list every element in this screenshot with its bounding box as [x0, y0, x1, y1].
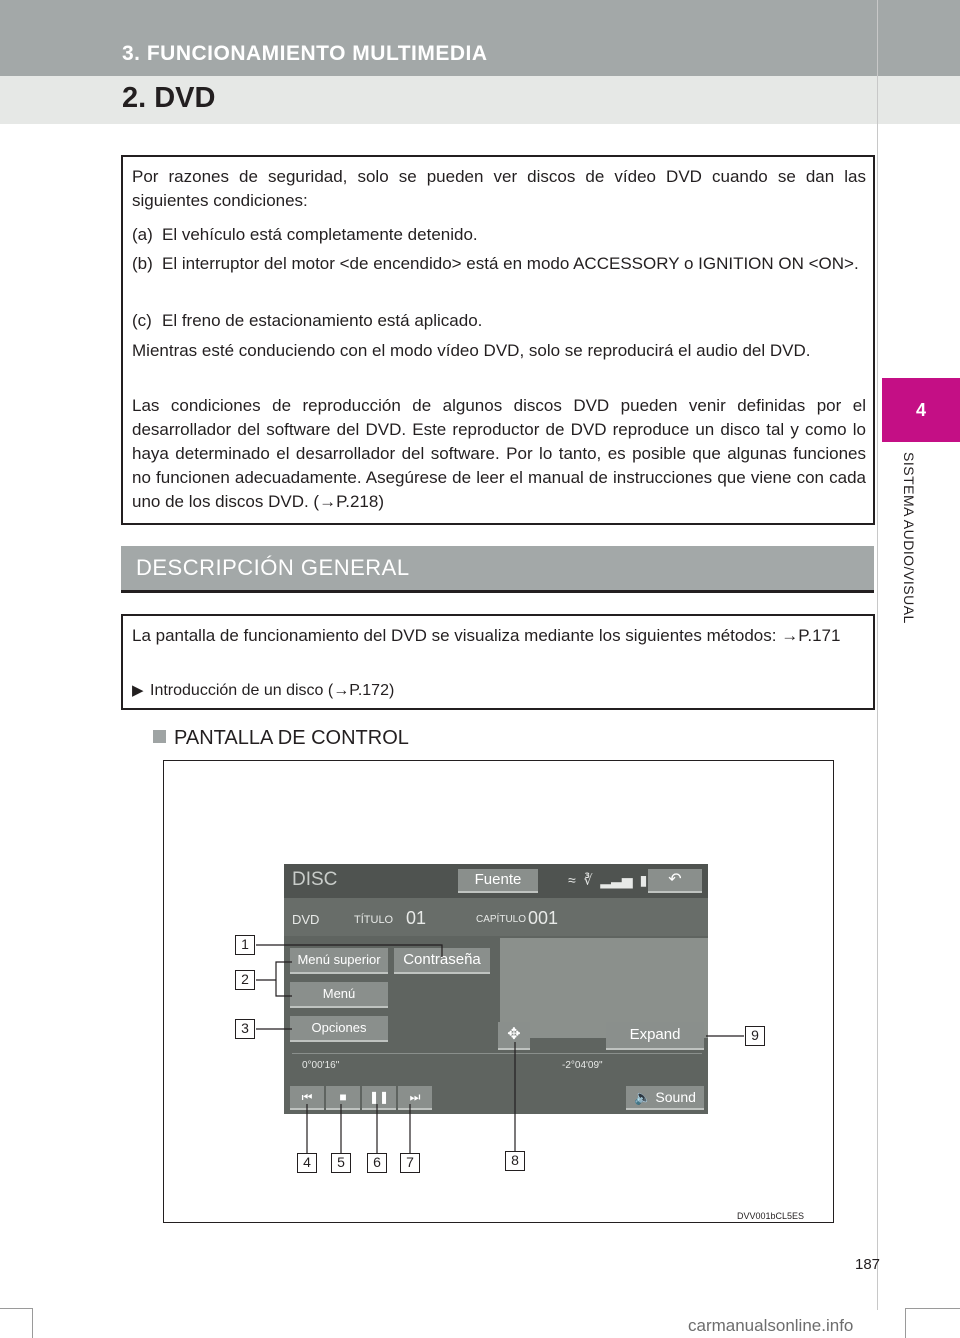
section-title: 3. FUNCIONAMIENTO MULTIMEDIA	[122, 42, 488, 65]
options-button[interactable]: Opciones	[290, 1016, 388, 1042]
sound-label: Sound	[655, 1089, 696, 1105]
page-number: 187	[855, 1256, 881, 1273]
description-heading: DESCRIPCIÓN GENERAL	[136, 555, 410, 580]
skip-forward-icon: ⏭	[409, 1090, 421, 1104]
callout-9: 9	[745, 1026, 765, 1046]
crop-mark-right-v	[905, 1308, 906, 1338]
condition-b-label: (b)	[132, 254, 153, 273]
condition-c-label: (c)	[132, 311, 152, 330]
chapter-value: 001	[528, 908, 559, 928]
move-arrows-icon: ✥	[507, 1026, 521, 1043]
leader-2-bracket	[276, 962, 292, 996]
chapter-tab-number: 4	[915, 399, 926, 420]
wifi-icon: ≈	[568, 872, 576, 888]
callout-4: 4	[297, 1153, 317, 1173]
info-driving-note: Mientras esté conduciendo con el modo vídeo DVD, solo se reproducirá el audio del DVD.	[132, 341, 811, 360]
bullet-arrow-icon: ▶	[132, 682, 144, 699]
watermark: carmanualsonline.info	[688, 1316, 854, 1335]
info-intro: Por razones de seguridad, solo se pueden ver discos de vídeo DVD cuando se dan las siguientes condiciones:	[132, 167, 866, 210]
expand-button[interactable]: Expand	[606, 1022, 704, 1050]
condition-c-text: El freno de estacionamiento está aplicado.	[162, 311, 483, 330]
battery-icon: ▮	[639, 872, 648, 888]
screen-title: DISC	[292, 869, 338, 890]
callout-5: 5	[331, 1153, 351, 1173]
crop-mark-left-v	[32, 1308, 33, 1338]
method-bullet-text: Introducción de un disco (→P.172)	[150, 682, 395, 699]
callout-1: 1	[235, 935, 255, 955]
condition-a-text: El vehículo está completamente detenido.	[162, 225, 478, 244]
info-playback-note: Las condiciones de reproducción de algunos discos DVD pueden venir definidas por el desarrollador del software del DVD. Este reproductor de DVD reproduce un disco tal y como lo haya determinado el desarrollador del software. Por lo tanto, es posible que algunas funciones no funcionen adecuadamente. Asegúrese de leer el manual de instrucciones que viene con cada uno de los discos DVD. (→P.218)	[132, 396, 866, 511]
top-menu-button[interactable]: Menú superior	[290, 948, 388, 974]
remaining-time: -2°04'09"	[562, 1060, 603, 1071]
stop-icon: ■	[339, 1090, 347, 1104]
elapsed-time: 0°00'16"	[302, 1060, 340, 1071]
crop-mark-right	[905, 1308, 960, 1309]
menu-button[interactable]: Menú	[290, 982, 388, 1008]
callout-2: 2	[235, 970, 255, 990]
speaker-icon: 🔈	[634, 1089, 652, 1105]
pause-icon: ❚❚	[368, 1090, 390, 1104]
callout-7: 7	[400, 1153, 420, 1173]
media-label: DVD	[292, 912, 320, 927]
title-label: TÍTULO	[354, 914, 394, 926]
chapter-title: 2. DVD	[122, 82, 216, 114]
leader-1	[256, 945, 442, 957]
callout-6: 6	[367, 1153, 387, 1173]
skip-back-icon: ⏮	[301, 1090, 313, 1104]
chapter-label: CAPÍTULO	[476, 914, 527, 925]
figure-code: DVV001bCL5ES	[737, 1211, 805, 1221]
chapter-tab-label: SISTEMA AUDIO/VISUAL	[901, 452, 917, 624]
method-text: La pantalla de funcionamiento del DVD se visualiza mediante los siguientes métodos: →P.171	[132, 626, 841, 645]
subheading-text: PANTALLA DE CONTROL	[174, 727, 409, 749]
crop-mark-left	[0, 1308, 32, 1309]
back-arrow-icon: ↶	[668, 871, 682, 888]
callout-3: 3	[235, 1019, 255, 1039]
title-value: 01	[406, 908, 427, 928]
signal-icon: ▂▃▅	[600, 872, 633, 888]
callout-8: 8	[505, 1151, 525, 1171]
condition-b-text: El interruptor del motor <de encendido> está en modo ACCESSORY o IGNITION ON <ON>.	[162, 254, 859, 273]
password-button[interactable]: Contraseña	[394, 948, 490, 974]
condition-a-label: (a)	[132, 225, 153, 244]
bluetooth-icon: ∛	[583, 872, 593, 888]
source-button[interactable]: Fuente	[458, 869, 538, 893]
